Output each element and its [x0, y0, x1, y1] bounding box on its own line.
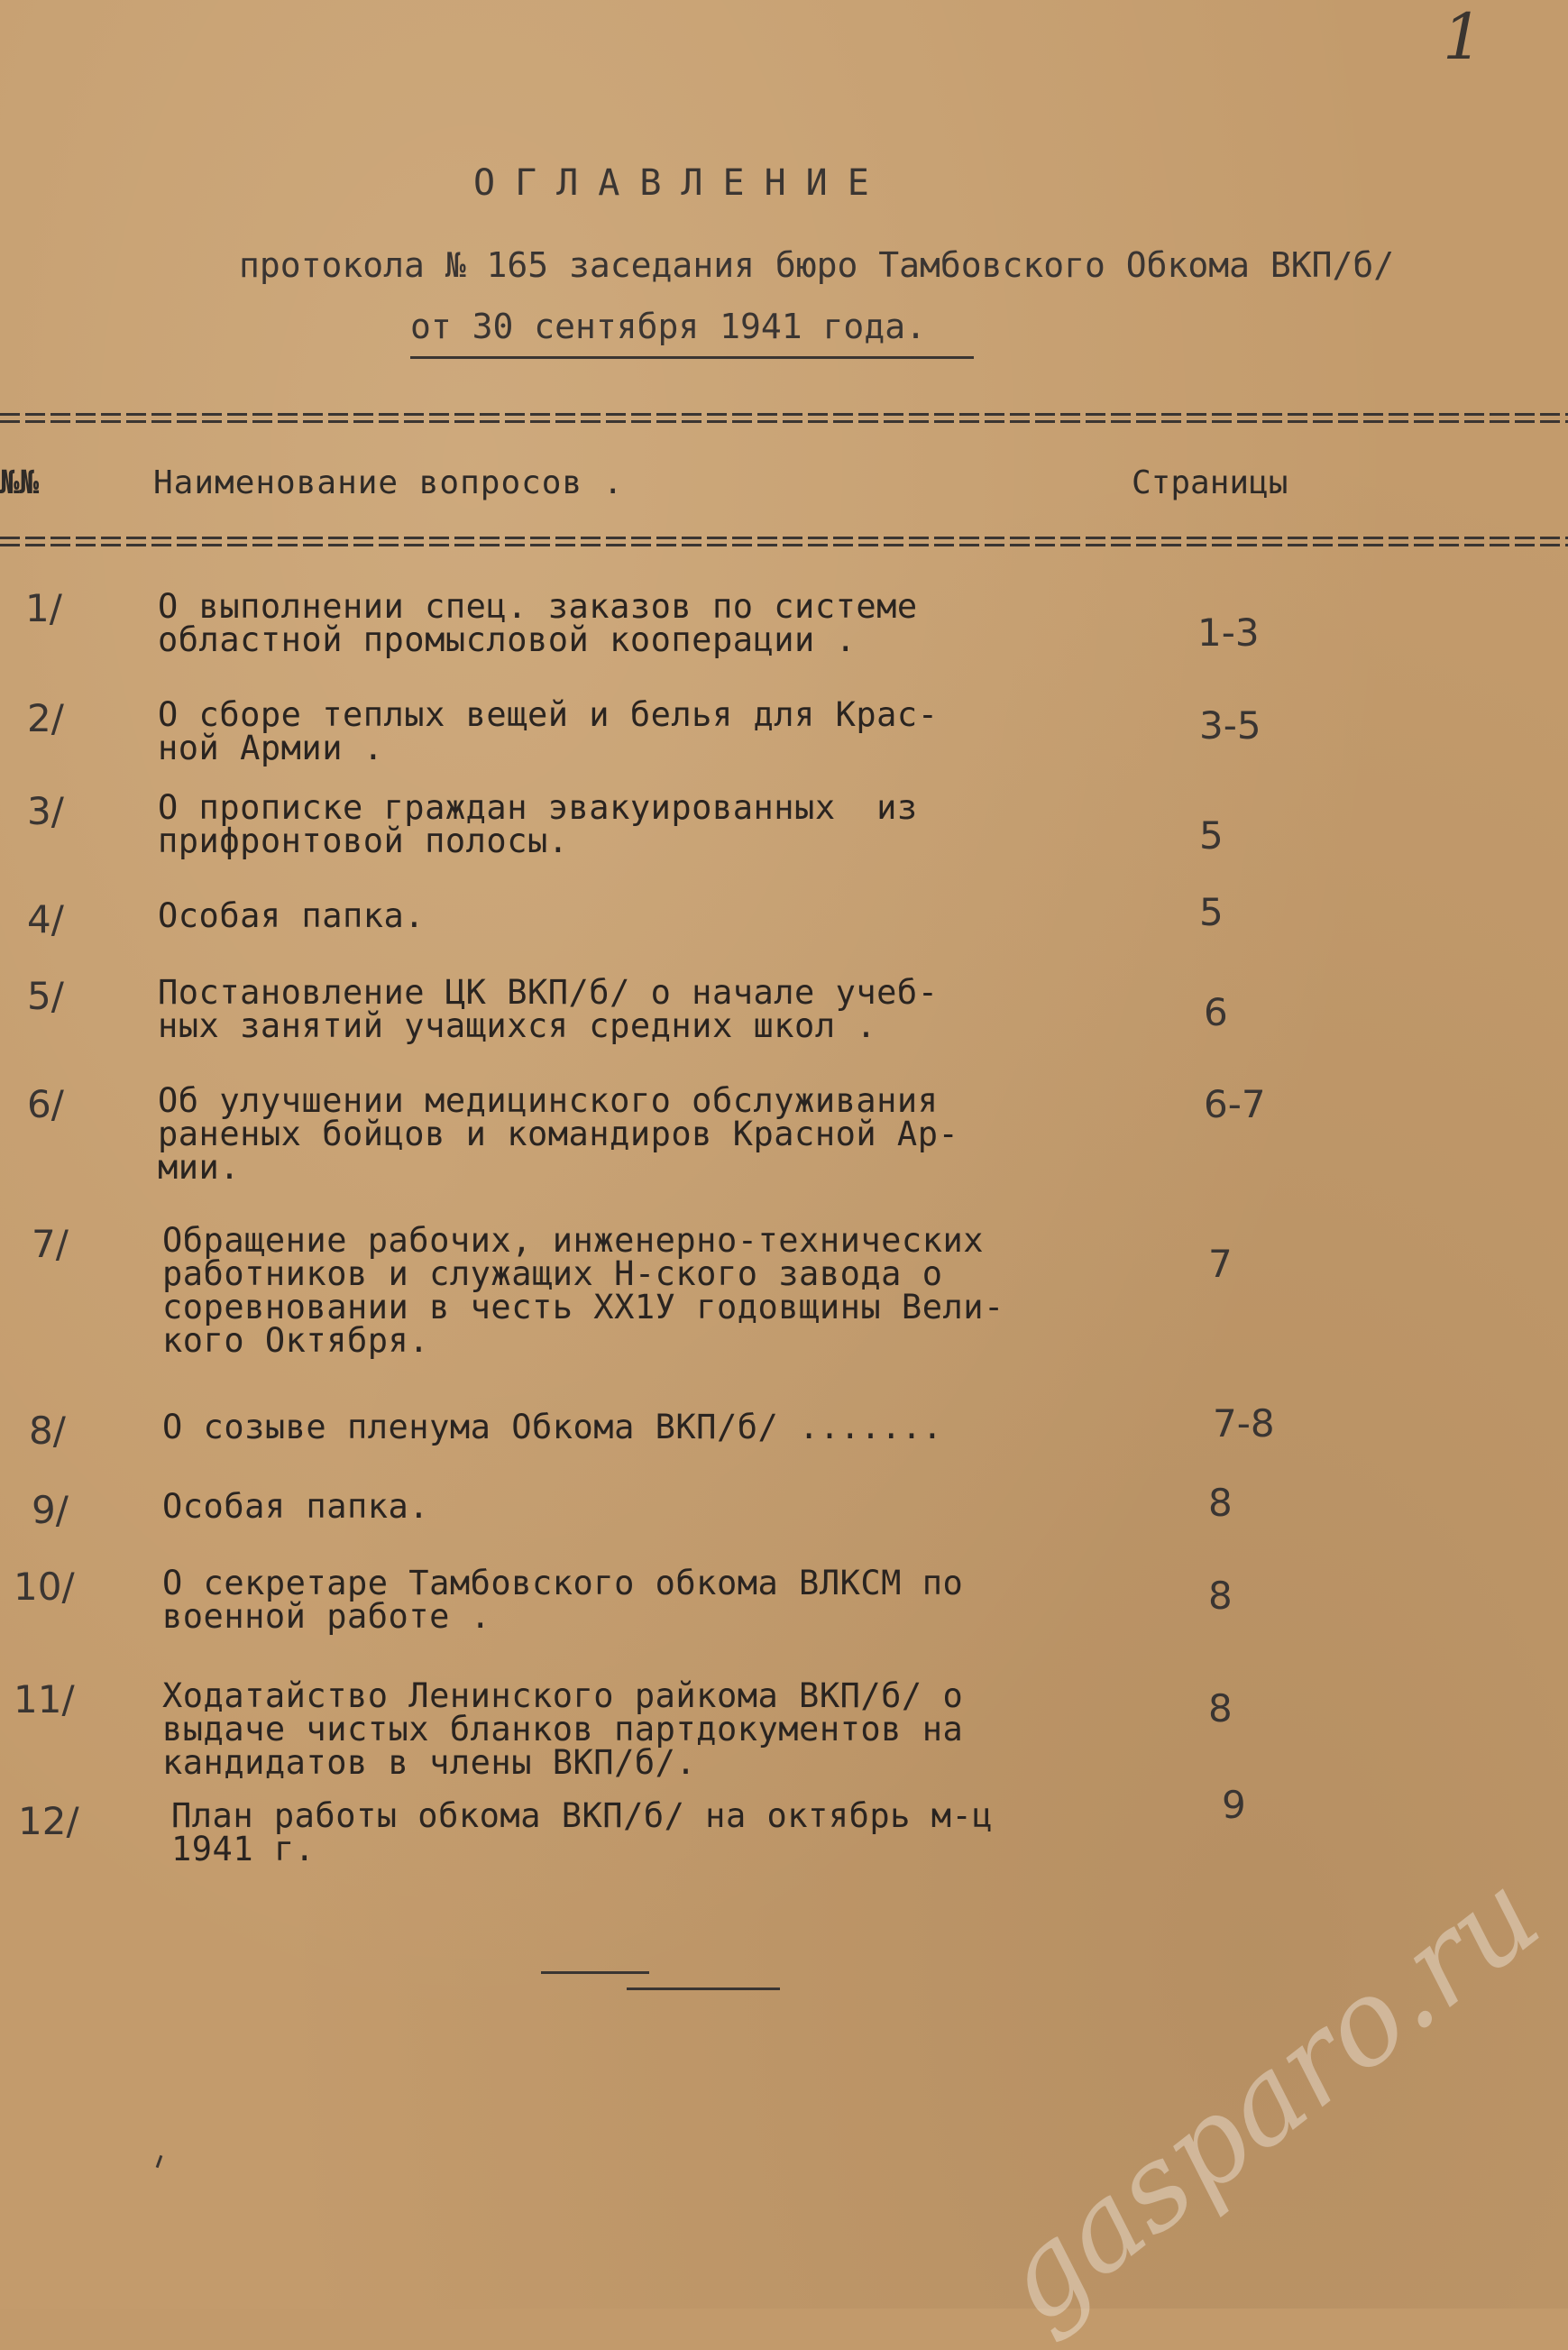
item-pages: 6-7	[1204, 1082, 1266, 1126]
watermark-logo: gasparo.ru	[972, 1845, 1564, 2350]
item-pages: 7	[1208, 1242, 1233, 1286]
item-text: О секретаре Тамбовского обкома ВЛКСМ по военной работе .	[162, 1564, 964, 1636]
item-text: Ходатайство Ленинского райкома ВКП/б/ о выдаче чистых бланков партдокументов на кандидатов в члены ВКП/б/.	[162, 1676, 964, 1782]
item-number: 5/	[27, 974, 64, 1018]
item-number: 6/	[27, 1082, 64, 1126]
item-text: Об улучшении медицинского обслуживания раненых бойцов и командиров Красной Ар- мии.	[158, 1081, 959, 1187]
item-text: Особая папка.	[162, 1487, 430, 1526]
item-number: 4/	[27, 897, 64, 941]
header-number: №№	[0, 464, 40, 501]
header-pages: Страницы	[1132, 464, 1288, 501]
item-number: 10/	[14, 1565, 75, 1609]
item-number: 11/	[14, 1677, 75, 1721]
item-number: 2/	[27, 696, 64, 740]
item-text: О выполнении спец. заказов по системе областной промысловой кооперации .	[158, 587, 918, 659]
header-name: Наименование вопросов .	[153, 464, 624, 501]
document-subtitle-line1: протокола № 165 заседания бюро Тамбовского Обкома ВКП/б/	[239, 245, 1395, 285]
item-pages: 9	[1222, 1783, 1246, 1827]
item-pages: 8	[1208, 1686, 1233, 1730]
item-text: План работы обкома ВКП/б/ на октябрь м-ц 1941 г.	[171, 1796, 994, 1868]
separator-header	[0, 537, 1568, 549]
item-number: 1/	[25, 586, 62, 630]
closing-line-2	[627, 1987, 780, 1990]
item-pages: 8	[1208, 1574, 1233, 1618]
item-pages: 6	[1204, 990, 1228, 1034]
item-pages: 1-3	[1197, 610, 1260, 655]
item-number: 8/	[29, 1409, 66, 1453]
document-subtitle-line2: от 30 сентября 1941 года.	[410, 307, 926, 346]
closing-line-1	[541, 1971, 649, 1974]
item-pages: 5	[1199, 813, 1224, 858]
item-text: О прописке граждан эвакуированных из прифронтовой полосы.	[158, 788, 918, 860]
item-number: 12/	[18, 1799, 79, 1843]
item-text: Особая папка.	[158, 896, 426, 935]
item-number: 9/	[32, 1488, 69, 1532]
item-text: О сборе теплых вещей и белья для Крас- ной Армии .	[158, 695, 939, 767]
item-text: О созыве пленума Обкома ВКП/б/ .......	[162, 1408, 943, 1446]
separator-top	[0, 413, 1568, 426]
item-pages: 5	[1199, 890, 1224, 934]
ink-mark	[156, 2155, 163, 2168]
item-pages: 3-5	[1199, 703, 1261, 748]
item-number: 7/	[32, 1222, 69, 1266]
item-text: Постановление ЦК ВКП/б/ о начале учеб- ных занятий учащихся средних школ .	[158, 973, 939, 1045]
item-text: Обращение рабочих, инженерно-технических работников и служащих Н-ского завода о соревновании в честь ХХ1У годовщины Вели- кого Октября.	[162, 1221, 1004, 1360]
subtitle-underline	[410, 356, 974, 359]
document-title: ОГЛАВЛЕНИЕ	[473, 162, 889, 204]
page-number-mark: 1	[1443, 0, 1483, 74]
item-pages: 8	[1208, 1481, 1233, 1525]
item-pages: 7-8	[1213, 1401, 1275, 1446]
item-number: 3/	[27, 789, 64, 833]
